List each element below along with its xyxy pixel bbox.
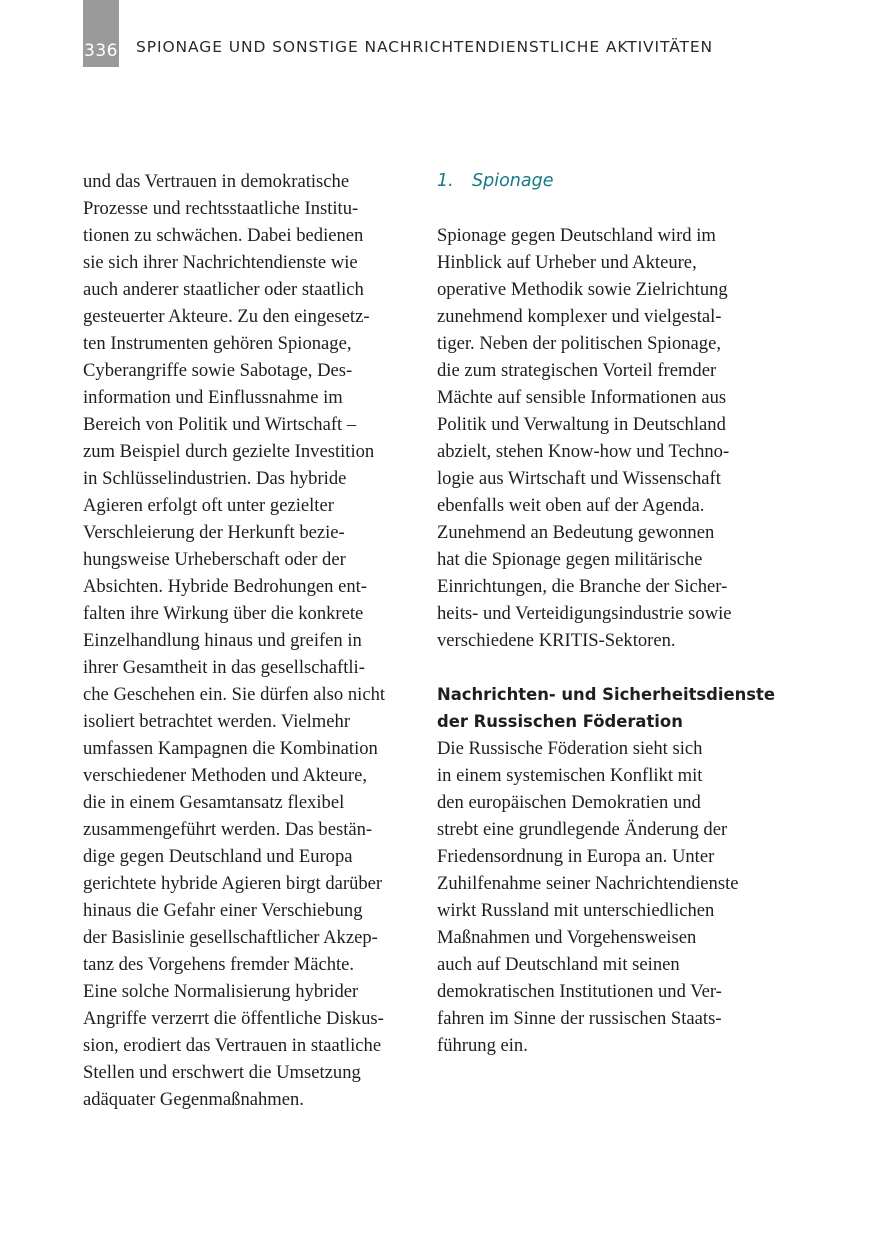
spacer — [437, 654, 772, 681]
body-text-line: ihrer Gesamtheit in das gesellschaftli- — [83, 657, 365, 678]
page-number-tab — [83, 0, 119, 67]
body-text-line: adäquater Gegenmaßnahmen. — [83, 1089, 304, 1110]
body-text-line: Cyberangriffe sowie Sabotage, Des- — [83, 360, 353, 381]
body-text-line: isoliert betrachtet werden. Vielmehr — [83, 711, 351, 732]
running-header: SPIONAGE UND SONSTIGE NACHRICHTENDIENSTLICHE AKTIVITÄTEN — [136, 38, 714, 56]
body-text-line: Angriffe verzerrt die öffentliche Diskus- — [83, 1008, 384, 1029]
body-text-line: führung ein. — [437, 1035, 528, 1056]
body-text-line: falten ihre Wirkung über die konkrete — [83, 603, 364, 624]
body-text-line: tionen zu schwächen. Dabei bedienen — [83, 225, 364, 246]
body-text-line: Friedensordnung in Europa an. Unter — [437, 846, 715, 867]
spacer — [437, 195, 772, 222]
body-text-line: zum Beispiel durch gezielte Investition — [83, 441, 375, 462]
body-text-line: zusammengeführt werden. Das bestän- — [83, 819, 373, 840]
body-text-line: Spionage gegen Deutschland wird im — [437, 225, 716, 246]
page-number: 336 — [84, 41, 118, 61]
body-text-line: Maßnahmen und Vorgehensweisen — [437, 927, 697, 948]
body-text-line: Prozesse und rechtsstaatliche Institu- — [83, 198, 359, 219]
body-text-line: wirkt Russland mit unterschiedlichen — [437, 900, 715, 921]
body-text-line: Zunehmend an Bedeutung gewonnen — [437, 522, 715, 543]
body-text-line: die in einem Gesamtansatz flexibel — [83, 792, 345, 813]
body-text-line: Einzelhandlung hinaus und greifen in — [83, 630, 362, 651]
body-text-line: hungsweise Urheberschaft oder der — [83, 549, 346, 570]
body-text-line: Stellen und erschwert die Umsetzung — [83, 1062, 361, 1083]
body-text-line: Eine solche Normalisierung hybrider — [83, 981, 359, 1002]
section-title: Spionage — [472, 171, 554, 191]
body-text-line: sie sich ihrer Nachrichtendienste wie — [83, 252, 358, 273]
body-text-line: in einem systemischen Konflikt mit — [437, 765, 703, 786]
body-text-line: operative Methodik sowie Zielrichtung — [437, 279, 728, 300]
body-text-line: Hinblick auf Urheber und Akteure, — [437, 252, 697, 273]
subsection-heading: der Russischen Föderation — [437, 712, 683, 731]
body-text-line: gesteuerter Akteure. Zu den eingesetz- — [83, 306, 370, 327]
subsection-heading: Nachrichten- und Sicherheitsdienste — [437, 685, 776, 704]
body-text-line: gerichtete hybride Agieren birgt darüber — [83, 873, 383, 894]
body-text-line: abzielt, stehen Know-how und Techno- — [437, 441, 730, 462]
body-text-line: die zum strategischen Vorteil fremder — [437, 360, 717, 381]
body-text-line: ebenfalls weit oben auf der Agenda. — [437, 495, 705, 516]
body-text-line: logie aus Wirtschaft und Wissenschaft — [437, 468, 721, 489]
body-text-line: Die Russische Föderation sieht sich — [437, 738, 703, 759]
body-text-line: tiger. Neben der politischen Spionage, — [437, 333, 721, 354]
body-text-line: information und Einflussnahme im — [83, 387, 343, 408]
body-text-line: zunehmend komplexer und vielgestal- — [437, 306, 722, 327]
section-heading — [437, 168, 772, 195]
body-text-line: heits- und Verteidigungsindustrie sowie — [437, 603, 732, 624]
body-text-line: che Geschehen ein. Sie dürfen also nicht — [83, 684, 386, 705]
body-text-line: Einrichtungen, die Branche der Sicher- — [437, 576, 728, 597]
body-text-line: verschiedener Methoden und Akteure, — [83, 765, 367, 786]
body-text-line: Verschleierung der Herkunft bezie- — [83, 522, 345, 543]
body-text-line: in Schlüsselindustrien. Das hybride — [83, 468, 347, 489]
body-text-line: umfassen Kampagnen die Kombination — [83, 738, 378, 759]
body-text-line: hat die Spionage gegen militärische — [437, 549, 703, 570]
body-text-line: tanz des Vorgehens fremder Mächte. — [83, 954, 355, 975]
right-column — [437, 168, 776, 1059]
body-text-line: der Basislinie gesellschaftlicher Akzep- — [83, 927, 378, 948]
body-text-line: Zuhilfenahme seiner Nachrichtendienste — [437, 873, 739, 894]
body-text-line: strebt eine grundlegende Änderung der — [437, 819, 728, 840]
body-text-line: fahren im Sinne der russischen Staats- — [437, 1008, 722, 1029]
body-text-line: Agieren erfolgt oft unter gezielter — [83, 495, 334, 516]
body-text-line: auch auf Deutschland mit seinen — [437, 954, 680, 975]
body-text-line: demokratischen Institutionen und Ver- — [437, 981, 722, 1002]
body-text-line: den europäischen Demokratien und — [437, 792, 701, 813]
body-text-line: hinaus die Gefahr einer Verschiebung — [83, 900, 363, 921]
body-text-line: und das Vertrauen in demokratische — [83, 171, 350, 192]
body-text-line: Bereich von Politik und Wirtschaft – — [83, 414, 357, 435]
body-text-line: Politik und Verwaltung in Deutschland — [437, 414, 726, 435]
body-text-line: dige gegen Deutschland und Europa — [83, 846, 353, 867]
left-column — [83, 168, 413, 1113]
body-text-line: ten Instrumenten gehören Spionage, — [83, 333, 352, 354]
body-text-line: sion, erodiert das Vertrauen in staatliche — [83, 1035, 382, 1056]
body-text-line: Mächte auf sensible Informationen aus — [437, 387, 727, 408]
body-text-line: Absichten. Hybride Bedrohungen ent- — [83, 576, 367, 597]
section-number: 1. — [437, 171, 454, 191]
body-text-line: auch anderer staatlicher oder staatlich — [83, 279, 364, 300]
body-text-line: verschiedene KRITIS-Sektoren. — [437, 630, 676, 651]
